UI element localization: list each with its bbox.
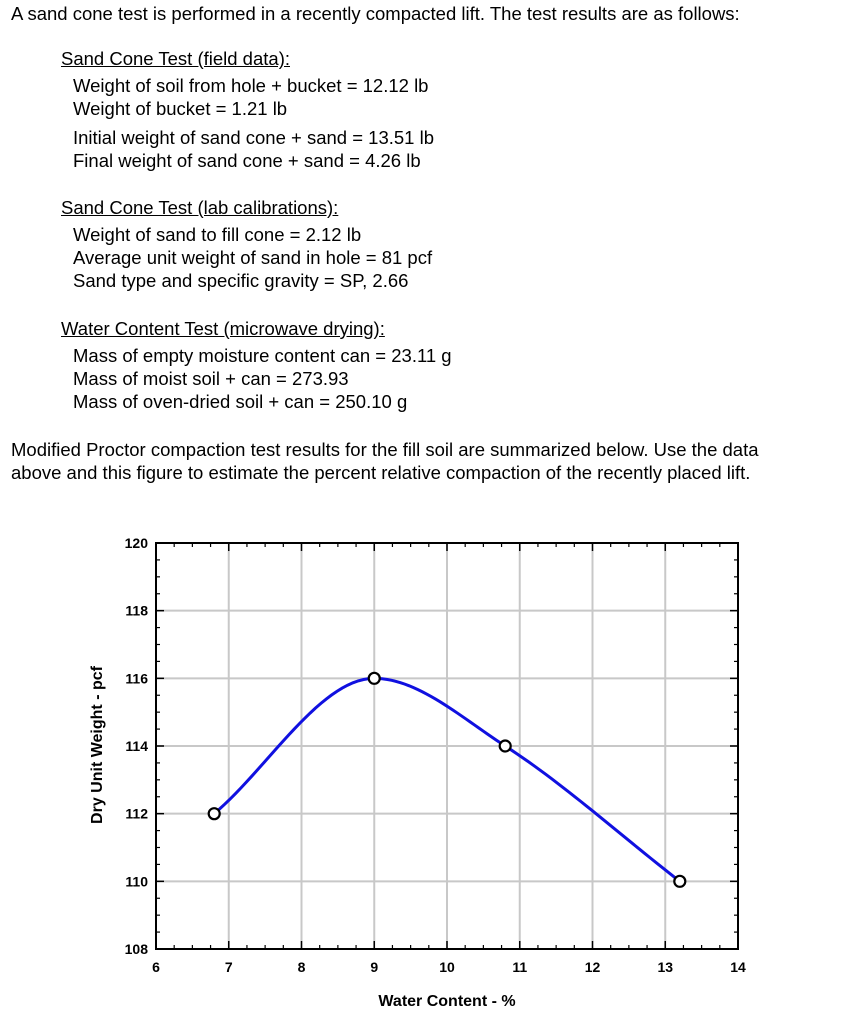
- intro-text: A sand cone test is performed in a recently compacted lift. The test results are as follows:: [11, 3, 740, 24]
- data-point: [369, 673, 380, 684]
- field-line-soil-bucket: Weight of soil from hole + bucket = 12.12 lb: [73, 75, 429, 96]
- lab-calibration-heading: Sand Cone Test (lab calibrations):: [61, 197, 339, 218]
- y-tick-label: 118: [125, 602, 148, 619]
- data-point: [500, 741, 511, 752]
- x-tick-label: 9: [370, 959, 379, 975]
- data-point: [674, 876, 685, 887]
- field-data-heading: Sand Cone Test (field data):: [61, 48, 290, 69]
- x-tick-label: 8: [297, 959, 306, 975]
- lab-line-sand-type: Sand type and specific gravity = SP, 2.66: [73, 270, 409, 291]
- lab-calibration-section: [61, 196, 432, 292]
- x-tick-label: 13: [657, 959, 674, 975]
- y-tick-label: 114: [125, 738, 148, 754]
- water-line-dried: Mass of oven-dried soil + can = 250.10 g: [73, 391, 408, 412]
- y-tick-label: 116: [125, 670, 148, 687]
- x-tick-label: 12: [584, 959, 601, 975]
- water-content-section: [61, 317, 452, 413]
- y-axis-label: Dry Unit Weight - pcf: [89, 666, 106, 824]
- compaction-chart: [0, 520, 846, 1024]
- y-tick-label: 108: [124, 941, 148, 957]
- y-tick-label: 120: [124, 535, 148, 551]
- water-content-heading: Water Content Test (microwave drying):: [61, 318, 385, 339]
- x-tick-label: 11: [512, 959, 528, 975]
- x-tick-label: 10: [439, 959, 455, 975]
- y-tick-label: 110: [125, 873, 148, 890]
- lab-line-unit-weight: Average unit weight of sand in hole = 81 pcf: [73, 247, 433, 268]
- water-line-empty-can: Mass of empty moisture content can = 23.11 g: [73, 345, 452, 366]
- data-point: [209, 808, 220, 819]
- water-line-moist: Mass of moist soil + can = 273.93: [73, 368, 349, 389]
- x-tick-label: 7: [224, 959, 233, 975]
- field-line-final: Final weight of sand cone + sand = 4.26 lb: [73, 150, 421, 171]
- lab-line-cone: Weight of sand to fill cone = 2.12 lb: [73, 224, 362, 245]
- x-axis-label: Water Content - %: [378, 993, 516, 1010]
- field-line-initial: Initial weight of sand cone + sand = 13.51 lb: [73, 127, 435, 148]
- proctor-text-line2: above and this figure to estimate the percent relative compaction of the recently placed lift.: [11, 462, 751, 483]
- field-data-section: [61, 47, 434, 172]
- x-tick-label: 14: [730, 959, 746, 975]
- proctor-text-line1: Modified Proctor compaction test results for the fill soil are summarized below. Use the data: [11, 439, 759, 460]
- field-line-bucket: Weight of bucket = 1.21 lb: [73, 98, 288, 119]
- y-tick-label: 112: [125, 805, 148, 822]
- x-tick-label: 6: [152, 959, 160, 975]
